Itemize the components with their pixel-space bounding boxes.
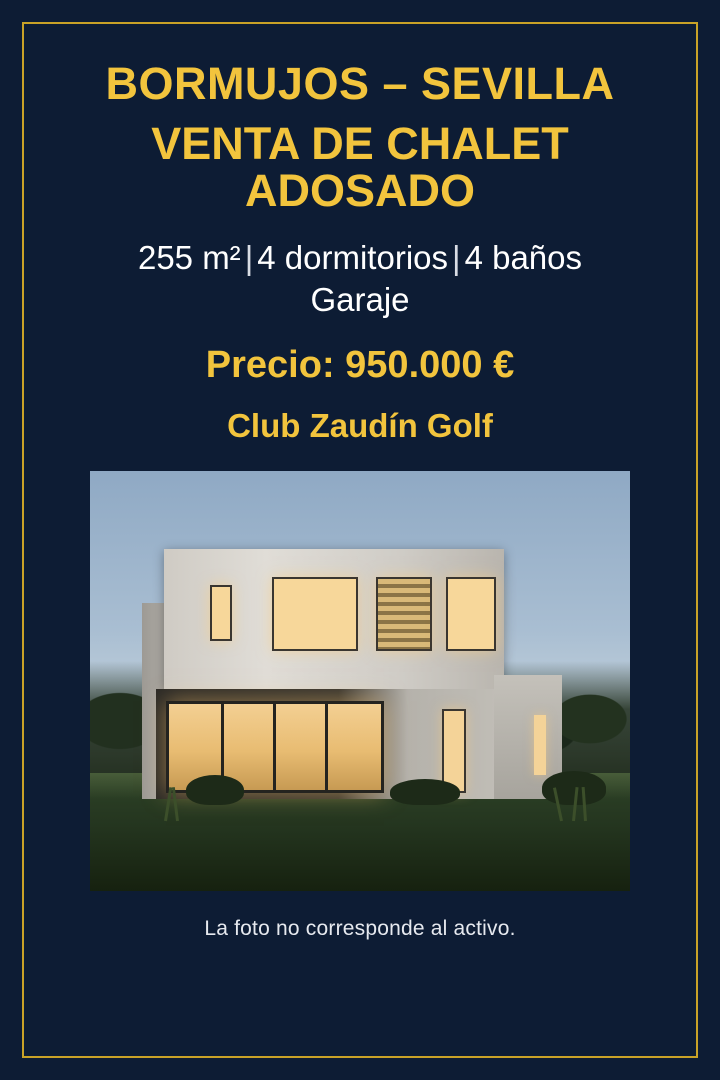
- spec-extra: Garaje: [310, 281, 410, 319]
- title-block: [54, 60, 666, 215]
- window-upper-2: [272, 577, 358, 651]
- spec-bathrooms: 4 baños: [464, 239, 583, 277]
- headline-offer: [54, 117, 666, 217]
- headline-offer-line1: VENTA DE CHALET: [151, 117, 569, 169]
- window-upper-1: [210, 585, 232, 641]
- spec-bedrooms: 4 dormitorios: [257, 239, 448, 277]
- shrub-center: [390, 779, 460, 805]
- house-upper-floor: [164, 549, 504, 691]
- glass-mullion-2: [273, 704, 276, 790]
- headline-offer-line2: ADOSADO: [244, 165, 475, 217]
- window-upper-3: [446, 577, 496, 651]
- location-label: Club Zaudín Golf: [227, 406, 493, 444]
- glass-mullion-3: [325, 704, 328, 790]
- entrance-door: [442, 709, 466, 793]
- property-photo: [90, 471, 630, 891]
- headline-location: BORMUJOS – SEVILLA: [105, 58, 615, 109]
- window-upper-louvered: [376, 577, 432, 651]
- photo-disclaimer: La foto no corresponde al activo.: [204, 916, 516, 940]
- spec-area: 255 m²: [137, 239, 241, 277]
- shrub-left: [186, 775, 244, 805]
- poster-content: [14, 14, 706, 1066]
- price-label: Precio: 950.000 €: [205, 343, 515, 386]
- spec-separator-1: |: [244, 239, 254, 277]
- spec-separator-2: |: [452, 239, 461, 277]
- photo-house: [142, 549, 562, 799]
- property-specs: [138, 237, 582, 321]
- window-slit: [534, 715, 546, 775]
